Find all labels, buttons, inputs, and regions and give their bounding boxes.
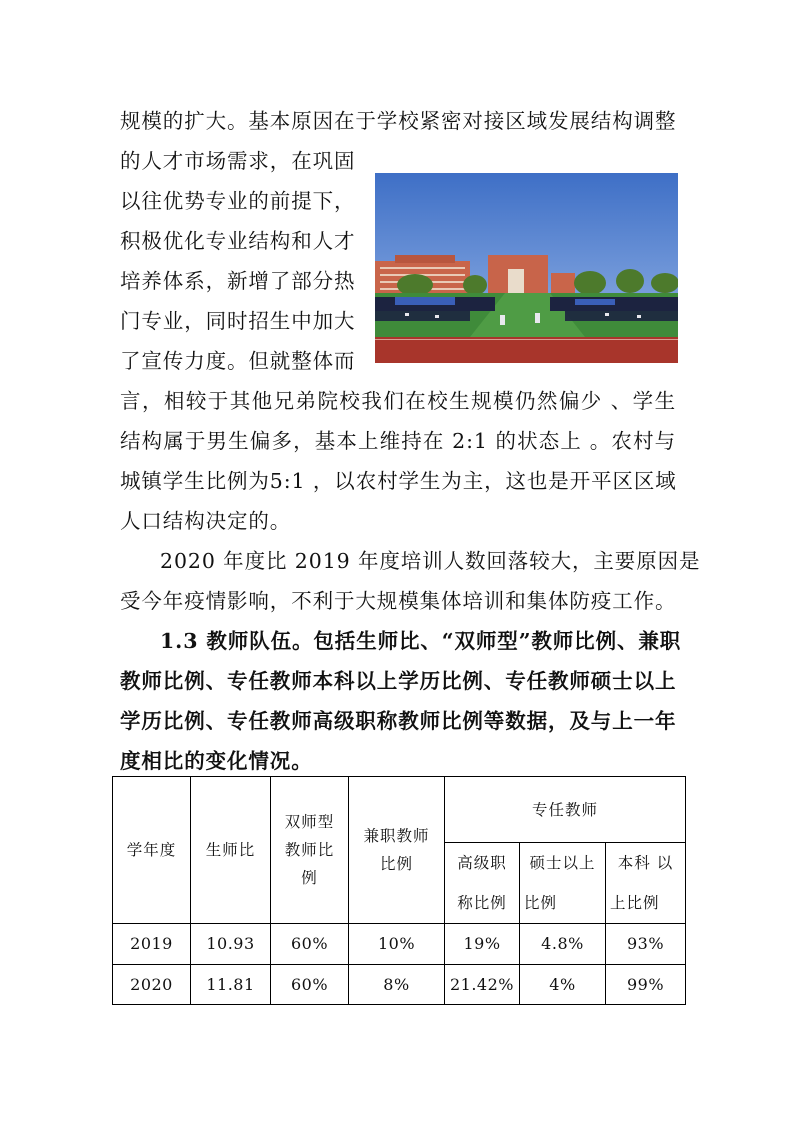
header-part-time-ratio: [349, 777, 445, 924]
cell-master: 4%: [520, 965, 606, 1005]
cell-dual: 60%: [271, 965, 349, 1005]
text-line: 的人才市场需求，在巩固: [120, 149, 356, 173]
school-assembly-photo: [375, 173, 678, 363]
section-heading-line: 1.3 教师队伍。包括生师比、“双师型”教师比例、兼职: [160, 629, 682, 653]
header-line: 称比例: [457, 894, 507, 912]
cell-ratio: 10.93: [191, 924, 271, 965]
text-line: 了宣传力度。但就整体而: [120, 349, 356, 373]
table-row: [113, 965, 686, 1005]
header-line: 兼职教师: [363, 827, 430, 845]
cell-dual: 60%: [271, 924, 349, 965]
cell-senior: 19%: [445, 924, 520, 965]
text-line: 学历比例、专任教师高级职称教师比例等数据，及与上一年: [120, 709, 677, 733]
cell-bachelor: 99%: [606, 965, 686, 1005]
cell-year: 2019: [113, 924, 191, 965]
header-line: 硕士以上: [529, 854, 596, 872]
header-line: 本科 以: [617, 854, 674, 872]
header-dual-teacher-ratio: [271, 777, 349, 924]
header-line: 例: [301, 869, 318, 887]
cell-ratio: 11.81: [191, 965, 271, 1005]
cell-senior: 21.42%: [445, 965, 520, 1005]
header-line: 比例: [379, 855, 413, 873]
header-year: 学年度: [113, 777, 191, 924]
text-line: 积极优化专业结构和人才: [120, 229, 356, 253]
table-row: [113, 924, 686, 965]
cell-part: 10%: [349, 924, 445, 965]
teacher-data-table: [112, 776, 686, 1005]
text-line: 言，相较于其他兄弟院校我们在校生规模仍然偏少 、学生: [120, 389, 676, 413]
text-line: 门专业，同时招生中加大: [120, 309, 356, 333]
header-line: 教师比: [284, 841, 335, 859]
cell-bachelor: 93%: [606, 924, 686, 965]
text-line: 以往优势专业的前提下，: [120, 189, 356, 213]
cell-part: 8%: [349, 965, 445, 1005]
cell-year: 2020: [113, 965, 191, 1005]
photo-illustration: [375, 173, 678, 363]
text-line: 城镇学生比例为5:1 ，以农村学生为主，这也是开平区区域: [120, 469, 677, 493]
header-line: 高级职: [457, 854, 507, 872]
text-line: 度相比的变化情况。: [120, 749, 313, 773]
header-master-ratio: [520, 843, 606, 924]
text-line: 人口结构决定的。: [120, 509, 292, 533]
text-line: 2020 年度比 2019 年度培训人数回落较大，主要原因是: [160, 549, 701, 573]
header-bachelor-ratio: [606, 843, 686, 924]
cell-master: 4.8%: [520, 924, 606, 965]
header-line: 双师型: [284, 813, 335, 831]
text-line: 受今年疫情影响，不利于大规模集体培训和集体防疫工作。: [120, 589, 677, 613]
header-line: 比例: [524, 894, 558, 912]
text-line: 教师比例、专任教师本科以上学历比例、专任教师硕士以上: [120, 669, 677, 693]
text-line: 结构属于男生偏多，基本上维持在 2:1 的状态上 。农村与: [120, 429, 676, 453]
text-line: 规模的扩大。基本原因在于学校紧密对接区域发展结构调整: [120, 109, 677, 133]
header-student-teacher-ratio: 生师比: [191, 777, 271, 924]
text-line: 培养体系，新增了部分热: [120, 269, 356, 293]
header-full-time-teachers: 专任教师: [445, 777, 686, 843]
header-line: 上比例: [610, 894, 660, 912]
header-senior-title-ratio: [445, 843, 520, 924]
